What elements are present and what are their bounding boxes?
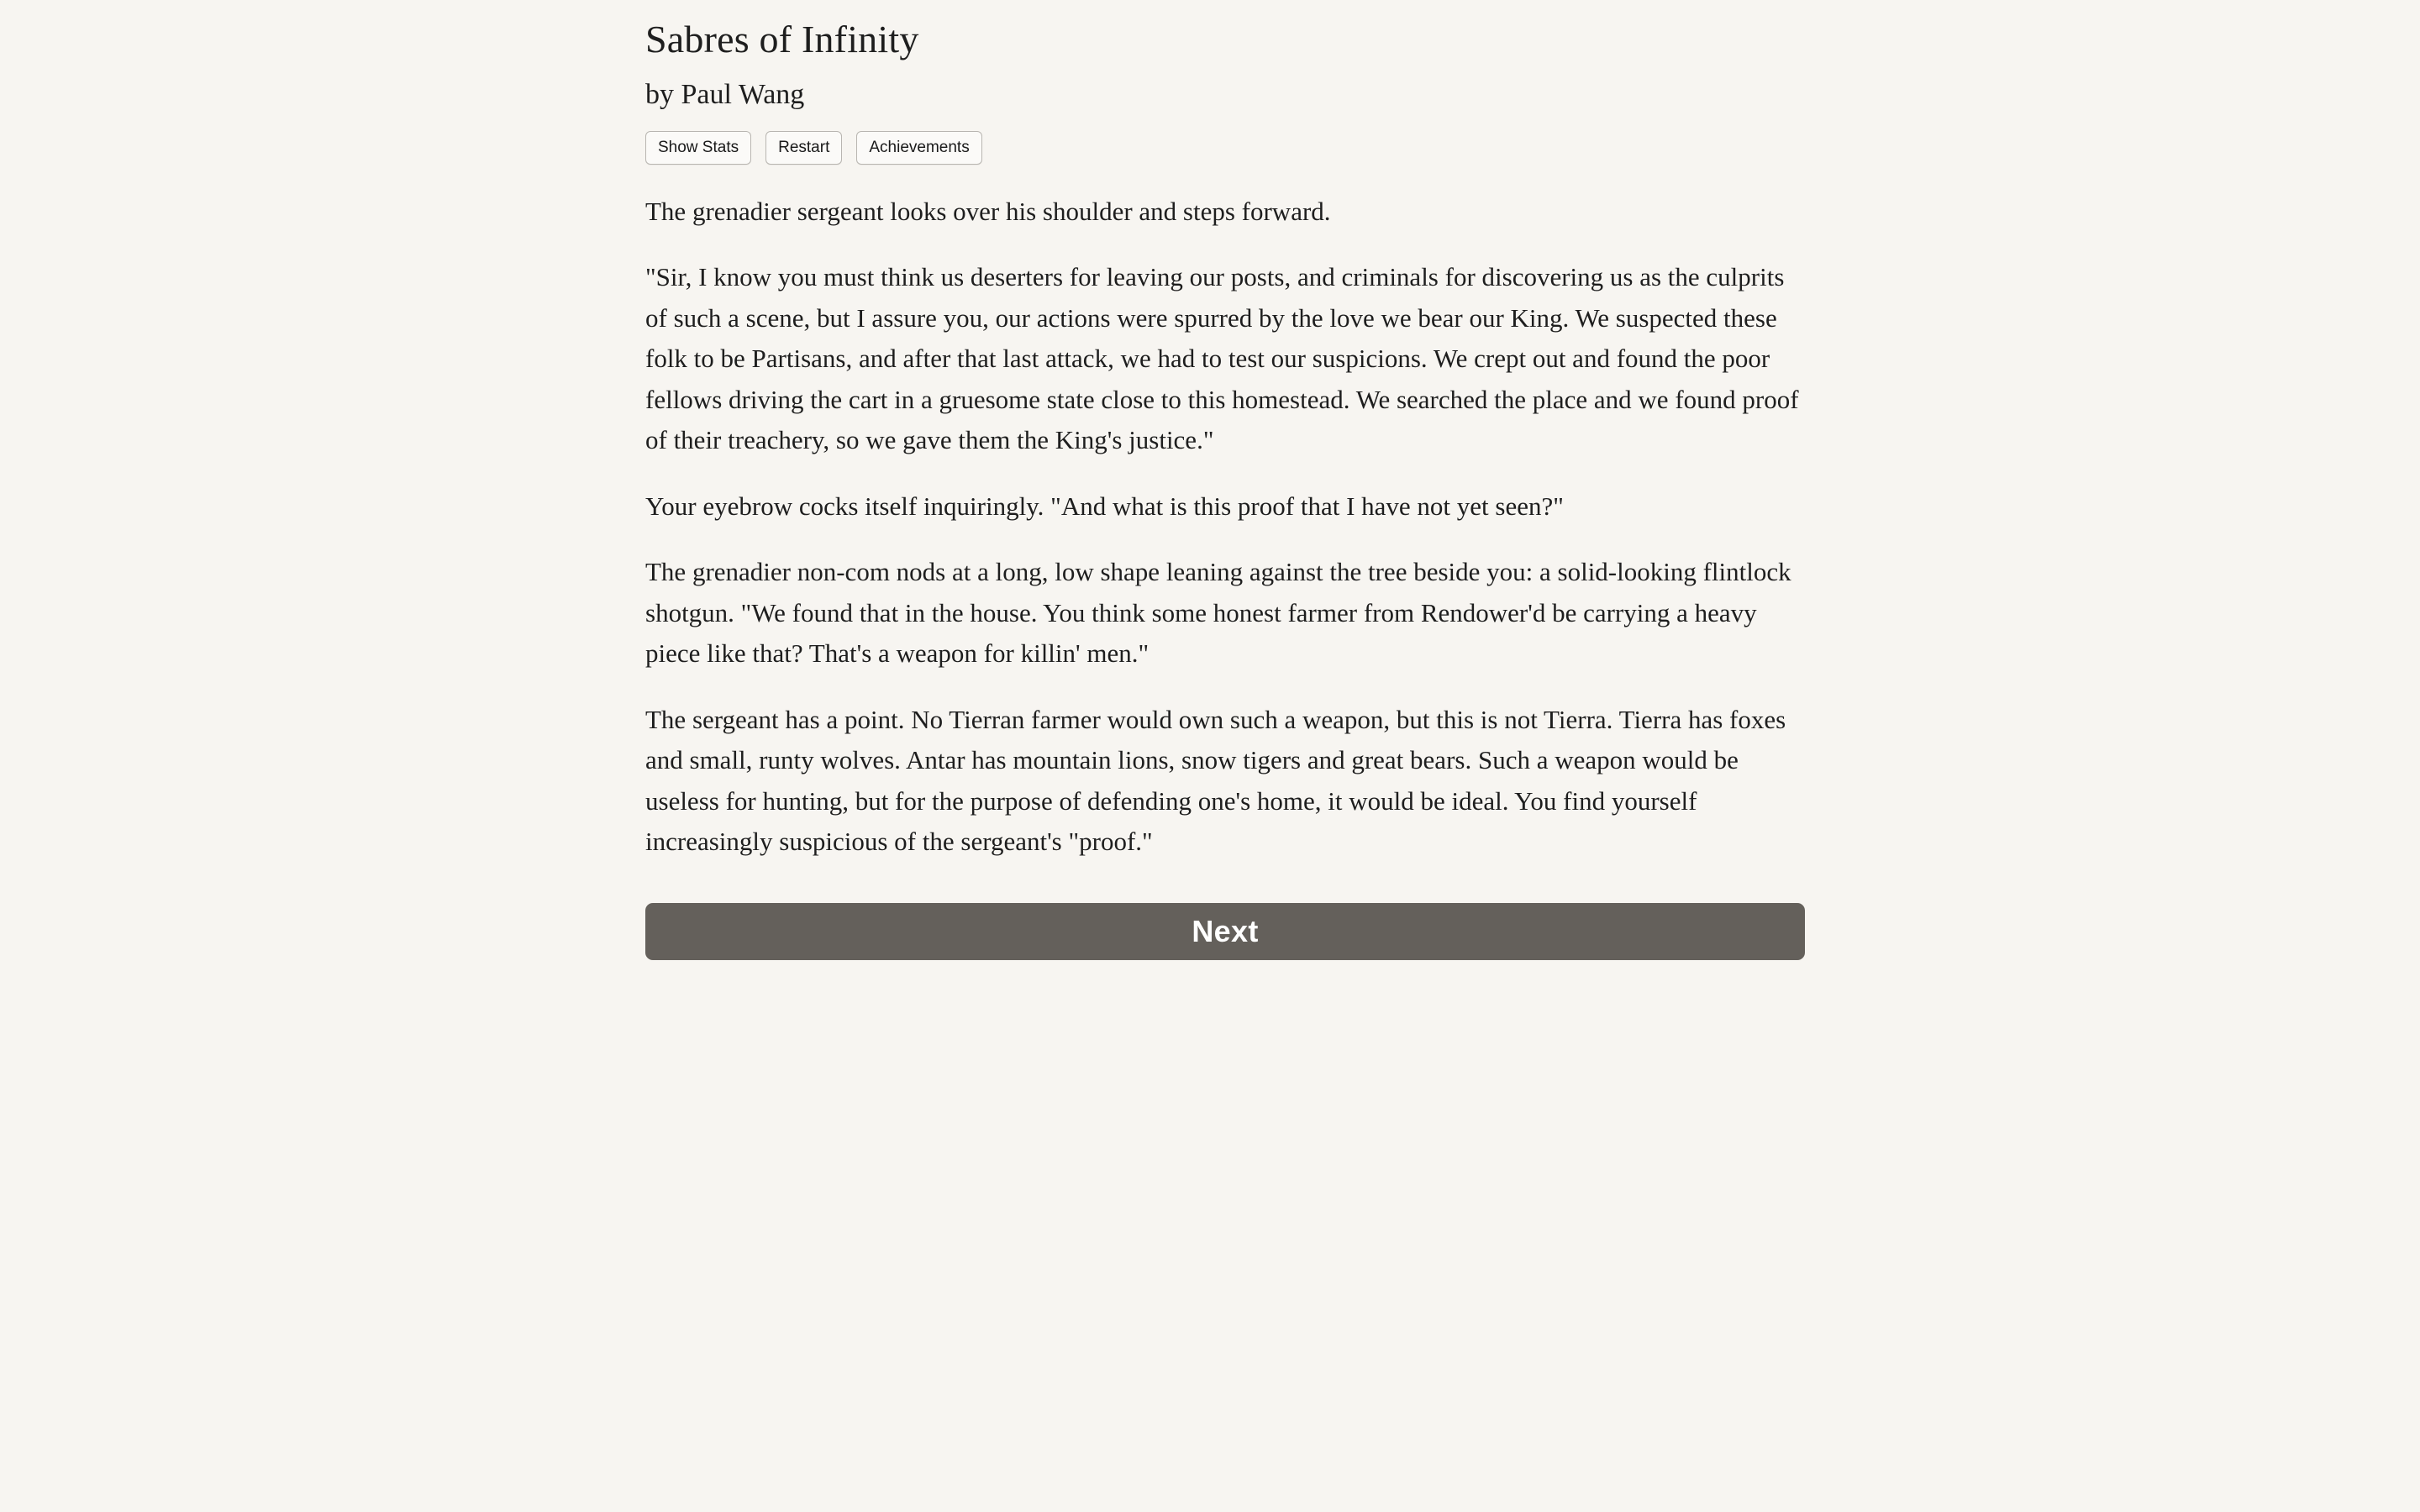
author-byline: by Paul Wang: [645, 78, 805, 110]
story-container: [645, 15, 1805, 960]
next-button[interactable]: Next: [645, 903, 1805, 960]
story-paragraph: "Sir, I know you must think us deserters for leaving our posts, and criminals for discovering us as the culprits of such a scene, but I assure you, our actions were spurred by the love we bear our King. We suspected these folk to be Partisans, and after that last attack, we had to test our suspicions. We crept out and found the poor fellows driving the cart in a gruesome state close to this homestead. We searched the place and we found proof of their treachery, so we gave them the King's justice.": [645, 262, 1799, 454]
show-stats-button[interactable]: Show Stats: [645, 131, 751, 165]
story-paragraph: The grenadier sergeant looks over his shoulder and steps forward.: [645, 196, 1331, 226]
restart-button[interactable]: Restart: [765, 131, 842, 165]
achievements-button[interactable]: Achievements: [856, 131, 981, 165]
game-toolbar: [645, 131, 1805, 165]
page-title: Sabres of Infinity: [645, 18, 919, 60]
story-paragraph: The grenadier non-com nods at a long, low shape leaning against the tree beside you: a solid-looking flintlock shotgun. "We found that in the house. You think some honest farmer from Rendower'd be carrying a heavy piece like that? That's a weapon for killin' men.": [645, 557, 1791, 668]
story-paragraph: The sergeant has a point. No Tierran farmer would own such a weapon, but this is not Tierra. Tierra has foxes and small, runty wolves. Antar has mountain lions, snow tigers and great bears. Such a weapon would be useless for hunting, but for the purpose of defending one's home, it would be ideal. You find yourself increasingly suspicious of the sergeant's "proof.": [645, 704, 1786, 856]
story-paragraph: Your eyebrow cocks itself inquiringly. "And what is this proof that I have not yet seen?": [645, 491, 1564, 521]
next-button-container: [645, 903, 1805, 960]
